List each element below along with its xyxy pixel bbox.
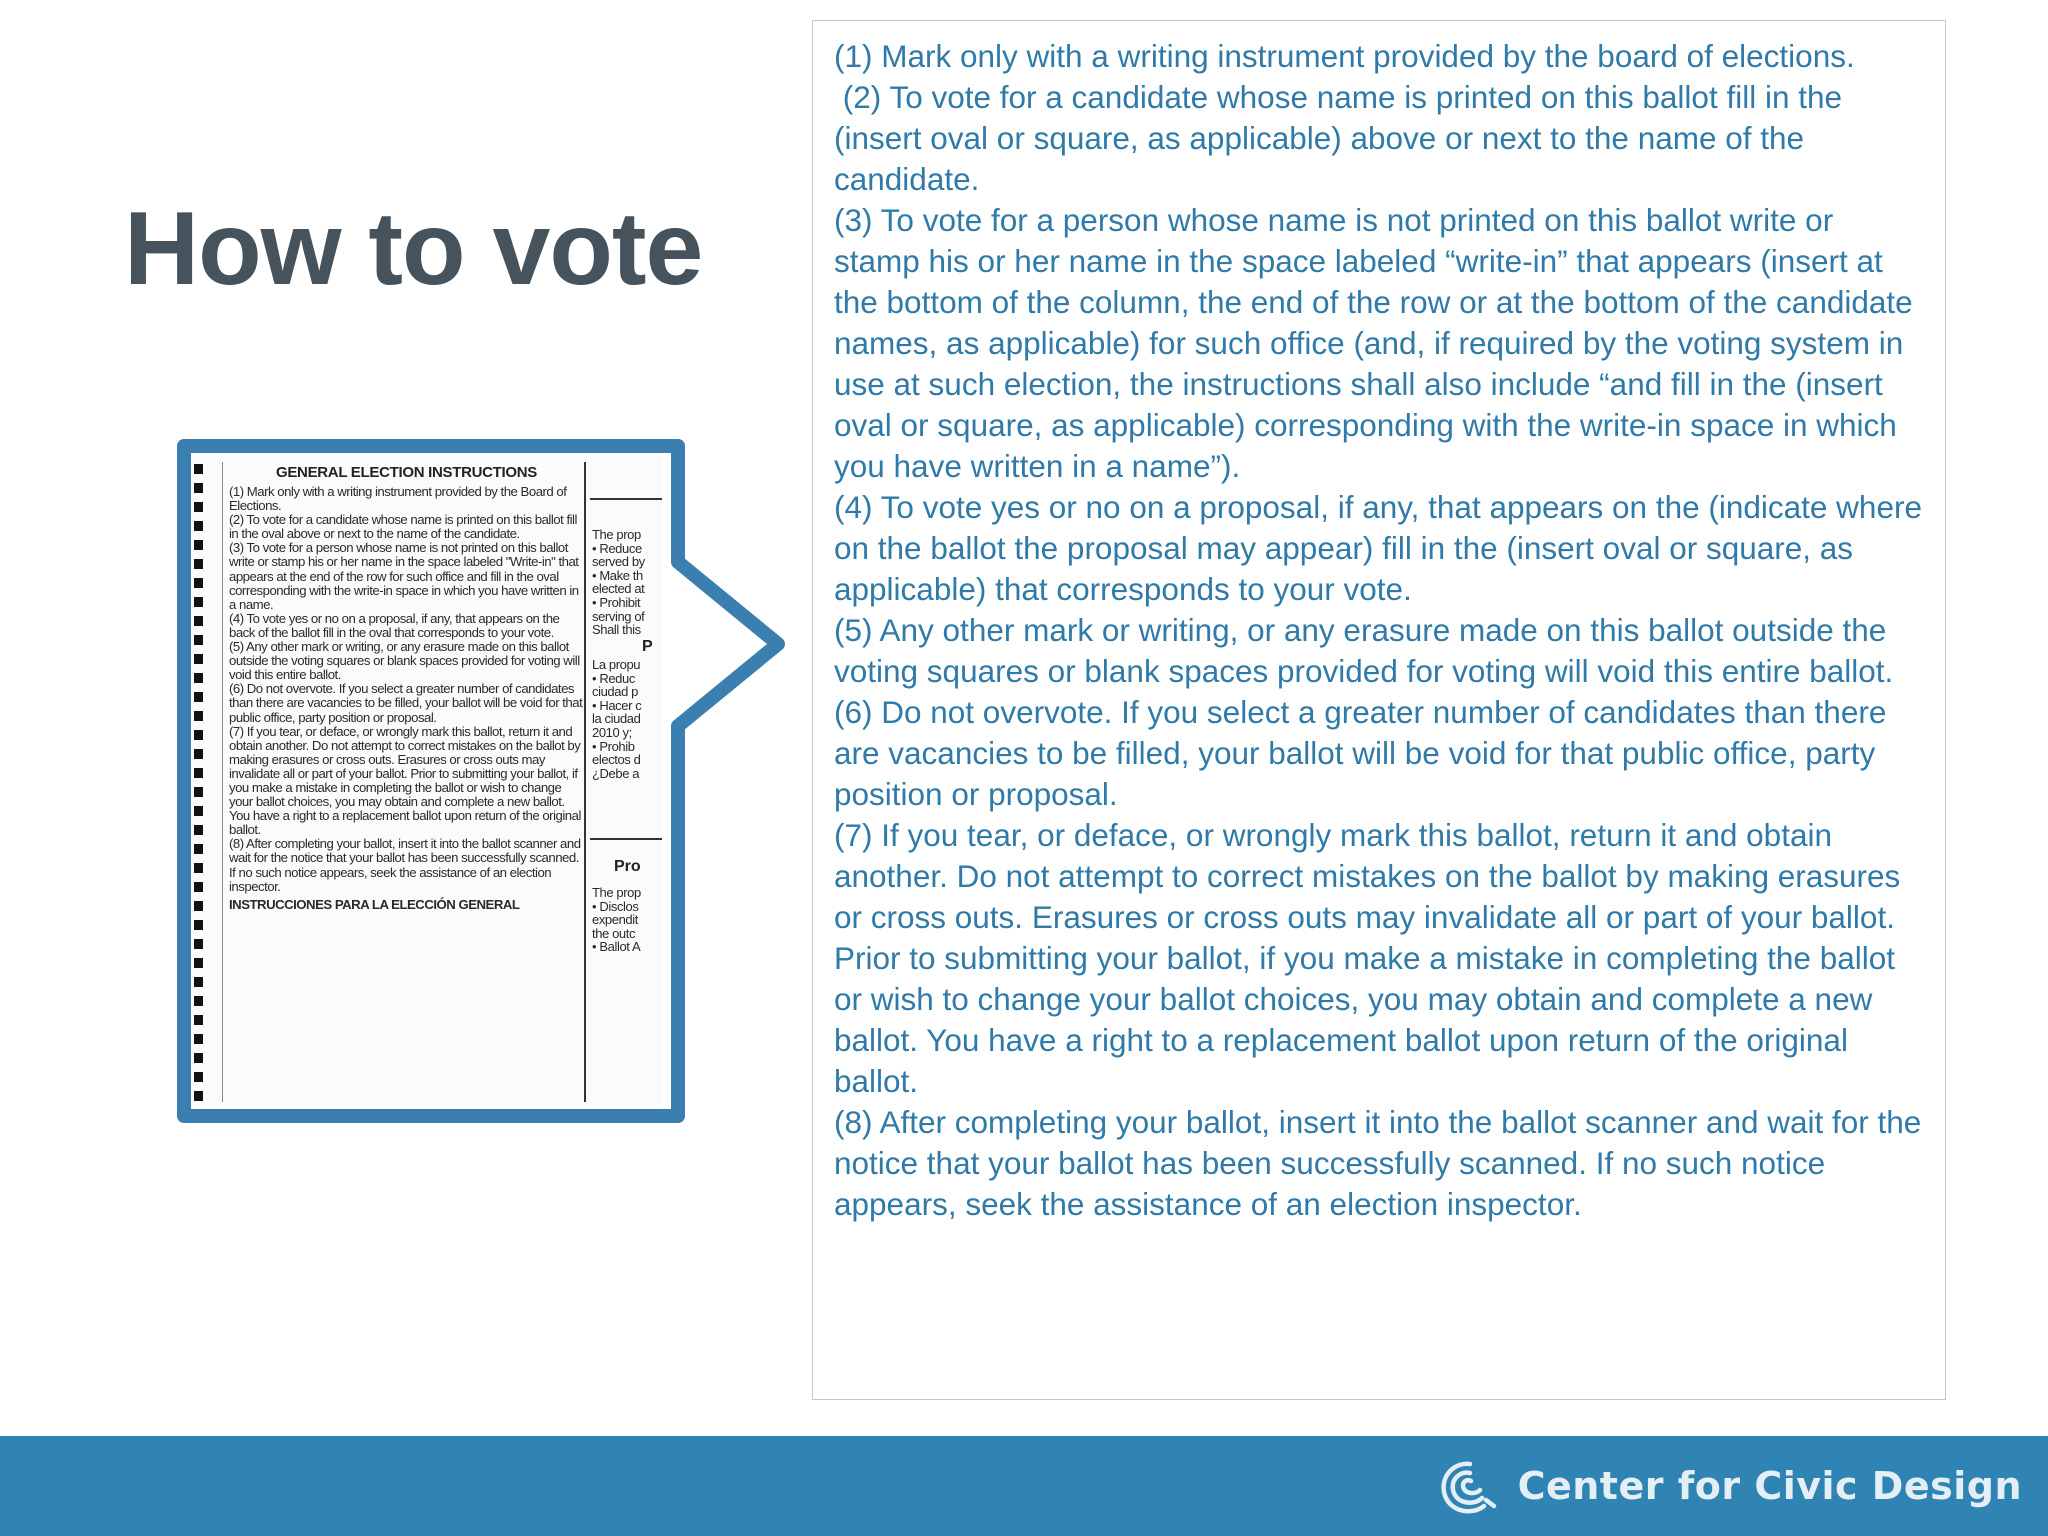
brand-name: Center for Civic Design	[1517, 1464, 2022, 1508]
ballot-side-text-3: The prop • Disclos expendit the outc • Ballot A	[592, 885, 641, 955]
instruction-4: (4) To vote yes or no on a proposal, if any, that appears on the (indicate where on the ballot the proposal may appear) fill in the (insert oval or square, as applicable) that corresponds to your vote.	[834, 489, 1922, 607]
footer-bar	[0, 1436, 2048, 1536]
instruction-3: (3) To vote for a person whose name is not printed on this ballot write or stamp his or her name in the space labeled “write-in” that appears (insert at the bottom of the column, the end of the row or at the bottom of the candidate names, as applicable) for such office (and, if required by the voting system in use at such election, the instructions shall also include “and fill in the (insert oval or square, as applicable) corresponding with the write-in space in which you have written in a name”).	[834, 202, 1913, 484]
ballot-side-text-1: The prop • Reduce served by • Make th elected at • Prohibit serving of Shall this	[592, 527, 645, 638]
instruction-7: (7) If you tear, or deface, or wrongly mark this ballot, return it and obtain another. Do not attempt to correct mistakes on the ballot by making erasures or cross outs. Erasures or cross outs may invalidate all or part of your ballot. Prior to submitting your ballot, if you make a mistake in completing the ballot or wish to change your ballot choices, you may obtain and complete a new ballot. You have a right to a replacement ballot upon return of the original ballot.	[834, 817, 1901, 1099]
callout-frame	[170, 436, 800, 1126]
instructions-panel	[812, 20, 1946, 1400]
instruction-5: (5) Any other mark or writing, or any erasure made on this ballot outside the voting squares or blank spaces provided for voting will void this entire ballot.	[834, 612, 1894, 689]
instruction-6: (6) Do not overvote. If you select a greater number of candidates than there are vacancies to be filled, your ballot will be void for that public office, party position or proposal.	[834, 694, 1887, 812]
ballot-side-heading-1: P	[642, 638, 653, 655]
slide-title: How to vote	[124, 191, 703, 307]
instruction-2: (2) To vote for a candidate whose name is printed on this ballot fill in the (insert oval or square, as applicable) above or next to the name of the candidate.	[834, 79, 1851, 197]
ballot-body-text: (1) Mark only with a writing instrument provided by the Board of Elections. (2) To vote for a candidate whose name is printed on this ballot fill in the oval above or next to the name of the candidate. (3) To vote for a person whose name is not printed on this ballot write or stamp his or her name in the space labeled "Write-in" that appears at the end of the row for such office and fill in the oval corresponding with the write-in space in which you have written in a name. (4) To vote yes or no on a proposal, if any, that appears on the back of the ballot fill in the oval that corresponds to your vote. (5) Any other mark or writing, or any erasure made on this ballot outside the voting squares or blank spaces provided for voting will void this entire ballot. (6) Do not overvote. If you select a greater number of candidates than there are vacancies to be filled, your ballot will be void for that public office, party position or proposal. (7) If you tear, or deface, or wrongly mark this ballot, return it and obtain another. Do not attempt to correct mistakes on the ballot by making erasures or cross outs. Erasures or cross outs may invalidate all or part of your ballot. Prior to submitting your ballot, if you make a mistake in completing the ballot or wish to change your ballot choices, you may obtain and complete a new ballot. You have a right to a replacement ballot upon return of the original ballot. (8) After completing your ballot, insert it into the ballot scanner and wait for the notice that your ballot has been successfully scanned. If no such notice appears, seek the assistance of an election inspector.	[229, 484, 583, 894]
instruction-8: (8) After completing your ballot, insert it into the ballot scanner and wait for the notice that your ballot has been successfully scanned. If no such notice appears, seek the assistance of an election inspector.	[834, 1104, 1922, 1222]
ballot-bottom-line: INSTRUCCIONES PARA LA ELECCIÓN GENERAL	[229, 896, 520, 912]
instruction-1: (1) Mark only with a writing instrument provided by the board of elections.	[834, 38, 1855, 74]
ballot-side-text-2: La propu • Reduc ciudad p • Hacer c la ciudad 2010 y; • Prohib electos d ¿Debe a	[592, 657, 642, 781]
ballot-callout	[170, 436, 800, 1126]
swirl-logo-icon	[1436, 1454, 1500, 1518]
ballot-side-heading-2: Pro	[614, 858, 641, 875]
ballot-heading: GENERAL ELECTION INSTRUCTIONS	[275, 464, 538, 481]
brand	[1436, 1456, 2022, 1516]
